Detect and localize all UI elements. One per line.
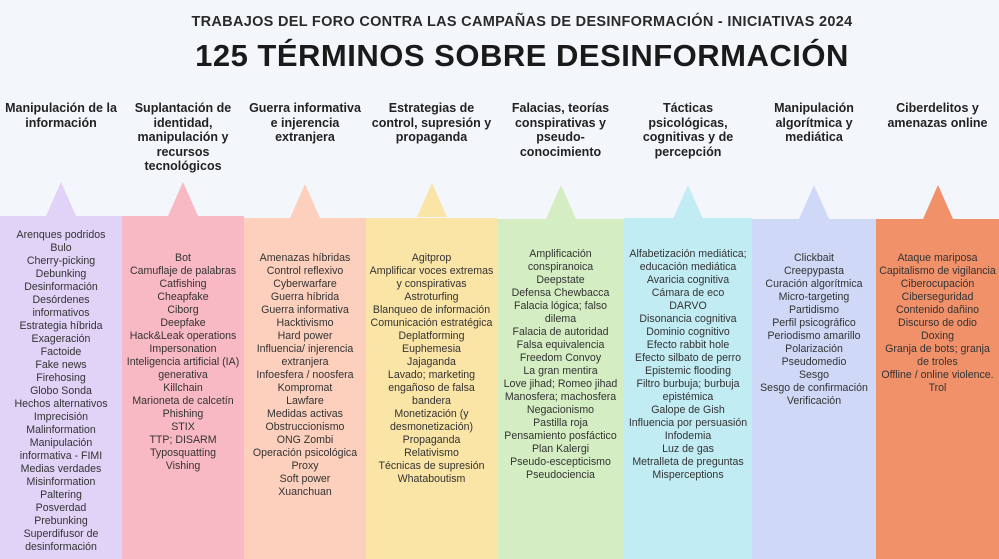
term-item: Clickbait — [793, 252, 835, 264]
term-item: Deepstate — [536, 274, 585, 286]
term-item: Killchain — [163, 382, 203, 394]
term-item: Superdifusor de desinformación — [23, 528, 99, 553]
category-column — [876, 0, 999, 559]
category-column — [366, 0, 497, 559]
term-list — [244, 252, 366, 499]
term-item: Typosquatting — [150, 447, 216, 459]
term-item: Guerra informativa — [261, 304, 349, 316]
pointer-triangle-icon — [923, 185, 953, 219]
term-item: Medias verdades — [20, 463, 102, 475]
term-item: Offline / online violence. — [881, 369, 994, 381]
term-item: Pseudociencia — [526, 469, 595, 481]
term-item: Whataboutism — [397, 473, 466, 485]
term-item: Operación psicológica — [252, 447, 358, 459]
term-item: Hacktivismo — [276, 317, 334, 329]
term-item: Amenazas híbridas — [259, 252, 351, 264]
category-heading: Estrategias de control, supresión y propaganda — [371, 101, 492, 144]
term-item: Falacia de autoridad — [512, 326, 609, 338]
term-item: Micro-targeting — [778, 291, 850, 303]
term-item: Vishing — [165, 460, 201, 472]
term-item: Deepfake — [160, 317, 206, 329]
term-item: Desórdenes informativos — [32, 294, 90, 319]
term-list — [624, 248, 752, 482]
term-item: Influencia/ injerencia extranjera — [256, 343, 354, 368]
term-item: Soft power — [279, 473, 331, 485]
term-item: Periodismo amarillo — [767, 330, 861, 342]
term-item: Manosfera; machosfera — [504, 391, 617, 403]
term-item: Efecto rabbit hole — [646, 339, 730, 351]
term-item: Ataque mariposa — [897, 252, 978, 264]
term-item: Sesgo — [798, 369, 830, 381]
term-item: Impersonation — [149, 343, 217, 355]
term-list — [497, 248, 624, 482]
term-item: Verificación — [786, 395, 842, 407]
category-heading: Guerra informativa e injerencia extranjera — [249, 101, 361, 144]
term-item: Ciborg — [167, 304, 199, 316]
term-item: Epistemic flooding — [645, 365, 731, 377]
term-item: Fake news — [35, 359, 87, 371]
term-item: Infodemia — [664, 430, 712, 442]
term-item: Factoide — [40, 346, 82, 358]
pointer-triangle-icon — [673, 185, 703, 219]
term-list — [752, 252, 876, 408]
term-item: Amplificar voces extremas y conspirativas — [369, 265, 494, 290]
term-item: Desinformación — [24, 281, 98, 293]
term-item: Influencia por persuasión — [628, 417, 748, 429]
term-item: Falsa equivalencia — [516, 339, 605, 351]
term-item: Curación algorítmica — [765, 278, 863, 290]
term-item: Firehosing — [36, 372, 86, 384]
pointer-triangle-icon — [546, 185, 576, 219]
term-item: Paltering — [40, 489, 82, 501]
category-heading: Tácticas psicológicas, cognitivas y de percepción — [642, 101, 734, 159]
term-item: Manipulación informativa - FIMI — [19, 437, 103, 462]
term-item: Blanqueo de información — [372, 304, 491, 316]
term-list — [122, 252, 244, 473]
term-item: Phishing — [162, 408, 204, 420]
category-column — [752, 0, 876, 559]
pointer-triangle-icon — [290, 184, 320, 218]
term-item: Prebunking — [34, 515, 88, 527]
pointer-triangle-icon — [46, 182, 76, 216]
page-title: 125 TÉRMINOS SOBRE DESINFORMACIÓN — [195, 38, 849, 73]
term-item: Cherry-picking — [26, 255, 96, 267]
term-item: Negacionismo — [526, 404, 595, 416]
term-item: Hack&Leak operations — [129, 330, 237, 342]
term-item: Perfil psicográfico — [772, 317, 856, 329]
term-item: Ciberseguridad — [901, 291, 974, 303]
term-item: Disonancia cognitiva — [639, 313, 737, 325]
term-item: Misinformation — [26, 476, 96, 488]
pointer-triangle-icon — [168, 182, 198, 216]
category-column — [122, 0, 244, 559]
term-item: Sesgo de confirmación — [760, 382, 868, 394]
term-item: Luz de gas — [662, 443, 714, 455]
term-item: Metralleta de preguntas — [632, 456, 744, 468]
term-item: Monetización (y desmonetización) — [389, 408, 474, 433]
term-item: Capitalismo de vigilancia — [879, 265, 996, 277]
term-item: Malinformation — [26, 424, 96, 436]
term-item: Filtro burbuja; burbuja epistémica — [636, 378, 740, 403]
term-item: Plan Kalergi — [531, 443, 590, 455]
term-item: Granja de bots; granja de troles — [885, 343, 990, 368]
term-item: Defensa Chewbacca — [511, 287, 610, 299]
term-item: Galope de Gish — [651, 404, 725, 416]
category-column — [624, 0, 752, 559]
pointer-triangle-icon — [417, 183, 447, 217]
term-item: TTP; DISARM — [149, 434, 217, 446]
term-item: Creepypasta — [783, 265, 845, 277]
term-item: Camuflaje de palabras — [130, 265, 236, 277]
term-item: Técnicas de supresión — [378, 460, 485, 472]
term-list — [366, 252, 497, 486]
category-heading: Manipulación algorítmica y mediática — [774, 101, 854, 144]
term-item: Bot — [175, 252, 191, 264]
term-item: Avaricia cognitiva — [646, 274, 730, 286]
term-item: Globo Sonda — [30, 385, 92, 397]
term-item: Contenido dañino — [895, 304, 980, 316]
term-item: Obstruccionismo — [265, 421, 345, 433]
category-heading: Suplantación de identidad, manipulación y recursos tecnológicos — [134, 101, 232, 173]
term-item: Discurso de odio — [898, 317, 977, 329]
term-item: Marioneta de calcetín — [132, 395, 234, 407]
term-item: Hard power — [277, 330, 333, 342]
term-item: Pseudomedio — [781, 356, 847, 368]
term-item: Imprecisión — [33, 411, 89, 423]
category-heading: Ciberdelitos y amenazas online — [887, 101, 988, 130]
term-item: Propaganda — [402, 434, 461, 446]
term-item: Alfabetización mediática; educación mediática — [629, 248, 747, 273]
term-item: Agitprop — [411, 252, 452, 264]
term-item: Cámara de eco — [651, 287, 725, 299]
term-list — [876, 252, 999, 395]
term-item: Lavado; marketing engañoso de falsa bandera — [387, 369, 476, 407]
term-item: Estrategia híbrida — [19, 320, 103, 332]
term-item: Comunicación estratégica — [370, 317, 493, 329]
term-item: Guerra híbrida — [270, 291, 340, 303]
term-item: Deplatforming — [398, 330, 465, 342]
term-item: Partidismo — [788, 304, 840, 316]
term-item: Amplificación conspiranoica — [527, 248, 594, 273]
category-column — [0, 0, 122, 559]
term-item: Pseudo-escepticismo — [510, 456, 611, 468]
term-item: Inteligencia artificial (IA) generativa — [126, 356, 240, 381]
term-item: Infoesfera / noosfera — [256, 369, 354, 381]
term-item: Debunking — [35, 268, 87, 280]
term-item: Efecto silbato de perro — [635, 352, 741, 364]
term-item: Jajaganda — [407, 356, 456, 368]
term-item: Ciberocupación — [900, 278, 975, 290]
term-item: Euphemesia — [402, 343, 461, 355]
subtitle: TRABAJOS DEL FORO CONTRA LAS CAMPAÑAS DE DESINFORMACIÓN - INICIATIVAS 2024 — [191, 14, 853, 30]
category-column — [244, 0, 366, 559]
term-item: STIX — [171, 421, 195, 433]
term-item: Doxing — [921, 330, 954, 342]
category-heading: Manipulación de la información — [5, 101, 117, 130]
term-item: ONG Zombi — [276, 434, 334, 446]
term-item: Catfishing — [159, 278, 207, 290]
term-item: Relativismo — [404, 447, 459, 459]
term-item: Falacia lógica; falso dilema — [513, 300, 608, 325]
term-item: La gran mentira — [523, 365, 598, 377]
term-item: Hechos alternativos — [14, 398, 108, 410]
term-item: Love jihad; Romeo jihad — [503, 378, 618, 390]
term-item: Pastilla roja — [533, 417, 588, 429]
term-item: Exageración — [31, 333, 91, 345]
term-item: Freedom Convoy — [519, 352, 602, 364]
term-item: Astroturfing — [404, 291, 459, 303]
term-item: Arenques podridos — [16, 229, 106, 241]
term-item: Cyberwarfare — [273, 278, 337, 290]
term-item: DARVO — [669, 300, 707, 312]
term-item: Lawfare — [286, 395, 324, 407]
pointer-triangle-icon — [799, 185, 829, 219]
term-item: Trol — [928, 382, 947, 394]
term-item: Medidas activas — [267, 408, 343, 420]
term-item: Proxy — [291, 460, 319, 472]
term-item: Cheapfake — [157, 291, 209, 303]
category-column — [497, 0, 624, 559]
category-heading: Falacias, teorías conspirativas y pseudo-conocimiento — [511, 101, 610, 159]
term-list — [0, 229, 122, 554]
term-item: Control reflexivo — [266, 265, 344, 277]
term-item: Kompromat — [277, 382, 333, 394]
term-item: Posverdad — [35, 502, 87, 514]
term-item: Xuanchuan — [278, 486, 332, 498]
term-item: Polarización — [785, 343, 843, 355]
term-item: Bulo — [50, 242, 72, 254]
term-item: Misperceptions — [652, 469, 724, 481]
term-item: Pensamiento posfáctico — [504, 430, 617, 442]
term-item: Dominio cognitivo — [646, 326, 730, 338]
